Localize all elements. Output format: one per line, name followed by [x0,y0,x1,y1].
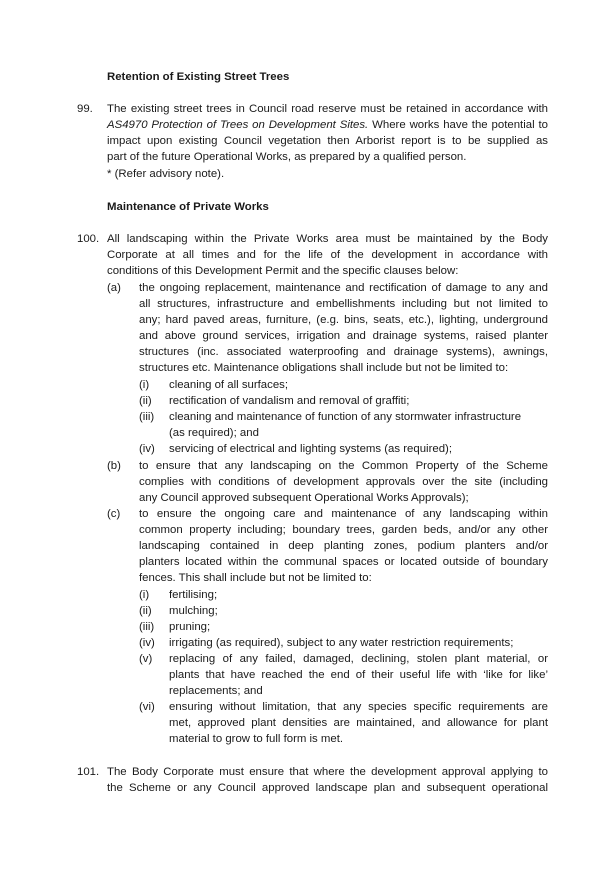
clause-99-line [107,117,548,133]
subitem-label: (iv) [139,637,155,649]
subitem-text: mulching; [169,605,218,617]
clause-99-line: The existing street trees in Council road reserve must be retained in accordance with [107,103,548,115]
clause-number-99: 99. [77,103,93,115]
clause-99-text: Where works have the potential to [368,119,548,131]
subitem-text: fertilising; [169,589,218,601]
clause-number-101: 101. [77,766,100,778]
item-c-line: to ensure the ongoing care and maintenance of any landscaping within [139,508,548,520]
clause-99-line: impact upon existing Council vegetation then Arborist report is to be supplied as [107,135,548,147]
clause-101-line: The Body Corporate must ensure that where the development approval applying to [107,766,548,778]
item-label-c: (c) [107,508,121,520]
clause-100-line: All landscaping within the Private Works area must be maintained by the Body [107,233,548,245]
item-a-line: the ongoing replacement, maintenance and rectification of damage to any and [139,282,548,294]
item-b-line: complies with conditions of development approvals over the site (including [139,476,548,488]
subitem-label: (i) [139,589,150,601]
subitem-text: cleaning of all surfaces; [169,379,289,391]
subitem-text: pruning; [169,621,211,633]
item-c-line: planters located within the communal spaces or located outside of boundary [139,556,548,568]
subitem-label: (ii) [139,605,152,617]
subitem-text: servicing of electrical and lighting systems (as required); [169,443,452,455]
subitem-text: (as required); and [169,427,259,439]
clause-number-100: 100. [77,233,100,245]
advisory-note: * (Refer advisory note). [107,168,225,180]
subitem-text: irrigating (as required), subject to any water restriction requirements; [169,637,514,649]
item-a-line: structures etc. Maintenance obligations shall include but not be limited to: [139,362,509,374]
subitem-text: ensuring without limitation, that any species specific requirements are [169,701,548,713]
item-b-line: any Council approved subsequent Operational Works Approvals); [139,492,469,504]
subitem-text: plants that have reached the end of their useful life with ‘like for like’ [169,669,548,681]
item-a-line: all structures, infrastructure and embellishments including but not limited to [139,298,548,310]
subitem-label: (iii) [139,411,155,423]
clause-100-line: conditions of this Development Permit and the specific clauses below: [107,265,459,277]
item-c-line: common property including; boundary trees, garden beds, and/or any other [139,524,548,536]
clause-99-line: part of the future Operational Works, as prepared by a qualified person. [107,151,467,163]
clause-101-line: the Scheme or any Council approved landscape plan and subsequent operational [107,782,548,794]
subitem-label: (i) [139,379,150,391]
subitem-text: material to grow to full form is met. [169,733,344,745]
standard-reference: AS4970 Protection of Trees on Development Sites. [107,119,369,131]
section-heading-private-works: Maintenance of Private Works [107,201,269,213]
subitem-text: met, approved plant densities are maintained, and allowance for plant [169,717,548,729]
item-label-b: (b) [107,460,121,472]
subitem-label: (ii) [139,395,152,407]
clause-100-line: Corporate at all times and for the life of the development in accordance with [107,249,548,261]
item-a-line: structures (inc. associated waterproofing and drainage systems), awnings, [139,346,548,358]
item-c-line: landscaping contained in deep planting zones, podium planters and/or [139,540,548,552]
subitem-label: (vi) [139,701,155,713]
subitem-text: cleaning and maintenance of function of any stormwater infrastructure [169,411,522,423]
subitem-text: rectification of vandalism and removal of graffiti; [169,395,410,407]
item-c-line: fences. This shall include but not be limited to: [139,572,372,584]
subitem-label: (iv) [139,443,155,455]
item-a-line: any; hard paved areas, furniture, (e.g. bins, seats, etc.), lighting, underground [139,314,548,326]
subitem-label: (v) [139,653,153,665]
item-label-a: (a) [107,282,121,294]
section-heading-street-trees: Retention of Existing Street Trees [107,71,290,83]
subitem-text: replacements; and [169,685,263,697]
subitem-text: replacing of any failed, damaged, declining, stolen plant material, or [169,653,548,665]
subitem-label: (iii) [139,621,155,633]
item-a-line: and above ground services, irrigation and drainage systems, raised planter [139,330,548,342]
item-b-line: to ensure that any landscaping on the Common Property of the Scheme [139,460,548,472]
